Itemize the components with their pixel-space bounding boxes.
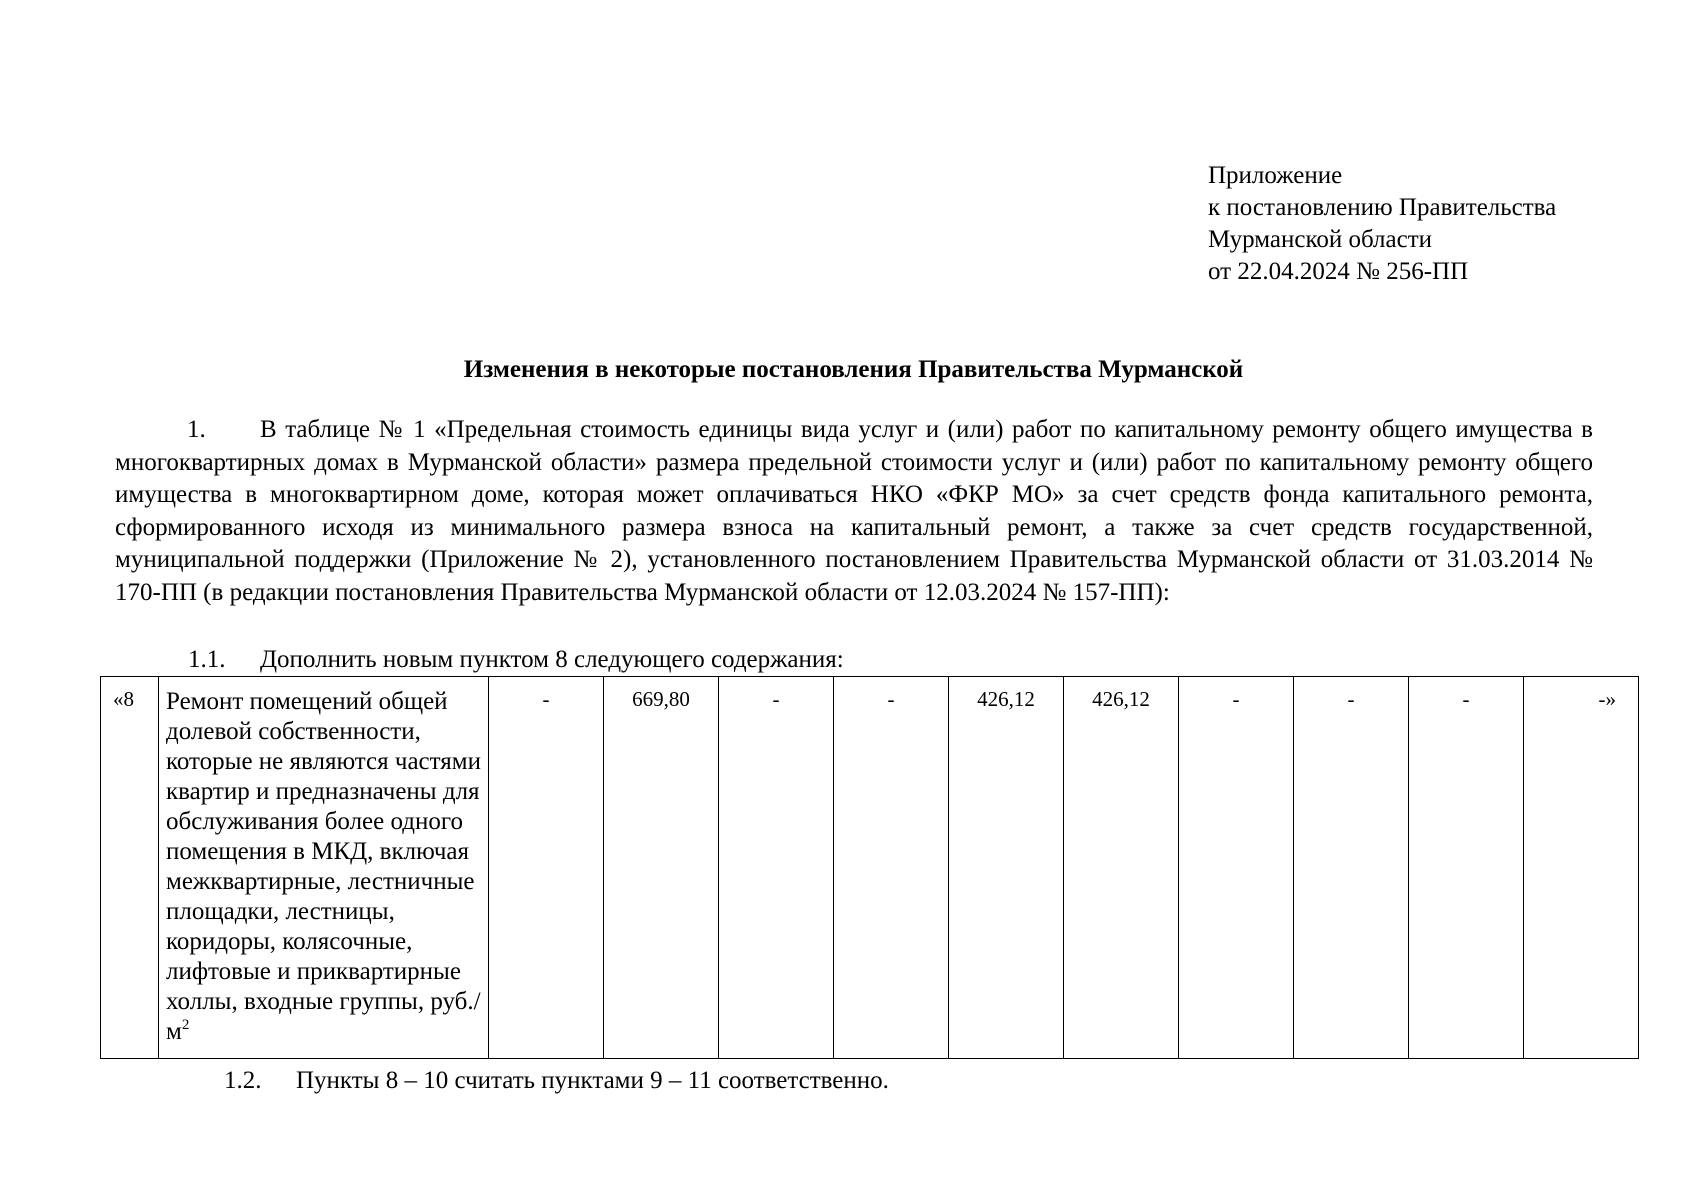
document-title: Изменения в некоторые постановления Правительства Мурманской xyxy=(463,356,1244,383)
description-text: Ремонт помещений общей долевой собственности, которые не являются частями квартир и предназначены для обслуживания более одного помещения в МКД, включая межквартирные, лестничные площадки, лестницы, коридоры, колясочные, лифтовые и приквартирные холлы, входные группы, руб./м xyxy=(166,688,481,1045)
value-cell-10: -» xyxy=(1524,677,1639,1059)
paragraph-1-text: В таблице № 1 «Предельная стоимость единицы вида услуг и (или) работ по капитальному ремонту общего имущества в многоквартирных домах в Мурманской области» размера предельной стоимости услуг и (или) работ по капитальному ремонту общего имущества в многоквартирном доме, которая может оплачиваться НКО «ФКР МО» за счет средств фонда капитального ремонта, сформированного исходя из минимального размера взноса на капитальный ремонт, а также за счет средств государственной, муниципальной поддержки (Приложение № 2), установленного постановлением Правительства Мурманской области от 31.03.2014 № 170-ПП (в редакции постановления Правительства Мурманской области от 12.03.2024 № 157-ПП): xyxy=(115,416,1593,606)
value-cell-6: 426,12 xyxy=(1064,677,1179,1059)
appendix-header xyxy=(1208,160,1556,288)
appendix-line-4: от 22.04.2024 № 256-ПП xyxy=(1208,258,1469,285)
paragraph-1-number: 1. xyxy=(187,416,206,443)
value-cell-3: - xyxy=(719,677,834,1059)
subparagraph-1-2 xyxy=(224,1065,889,1097)
value-cell-8: - xyxy=(1294,677,1409,1059)
appendix-line-2: к постановлению Правительства xyxy=(1208,194,1557,221)
value-cell-1: - xyxy=(489,677,604,1059)
unit-superscript: 2 xyxy=(181,1017,190,1033)
row-number-cell: «8 xyxy=(101,677,159,1059)
subparagraph-1-2-number: 1.2. xyxy=(224,1067,262,1094)
value-cell-9: - xyxy=(1409,677,1524,1059)
subparagraph-1-2-text: Пункты 8 – 10 считать пунктами 9 – 11 соответственно. xyxy=(296,1067,889,1094)
table-row xyxy=(101,677,1639,1059)
subparagraph-1-1 xyxy=(188,644,844,676)
value-cell-4: - xyxy=(834,677,949,1059)
subparagraph-1-1-text: Дополнить новым пунктом 8 следующего содержания: xyxy=(260,646,844,673)
paragraph-1 xyxy=(115,414,1593,609)
description-cell xyxy=(159,677,489,1059)
subparagraph-1-1-number: 1.1. xyxy=(188,646,226,673)
value-cell-5: 426,12 xyxy=(949,677,1064,1059)
value-cell-2: 669,80 xyxy=(604,677,719,1059)
amendment-table xyxy=(100,676,1639,1059)
appendix-line-3: Мурманской области xyxy=(1208,226,1433,253)
value-cell-7: - xyxy=(1179,677,1294,1059)
appendix-line-1: Приложение xyxy=(1208,162,1343,189)
